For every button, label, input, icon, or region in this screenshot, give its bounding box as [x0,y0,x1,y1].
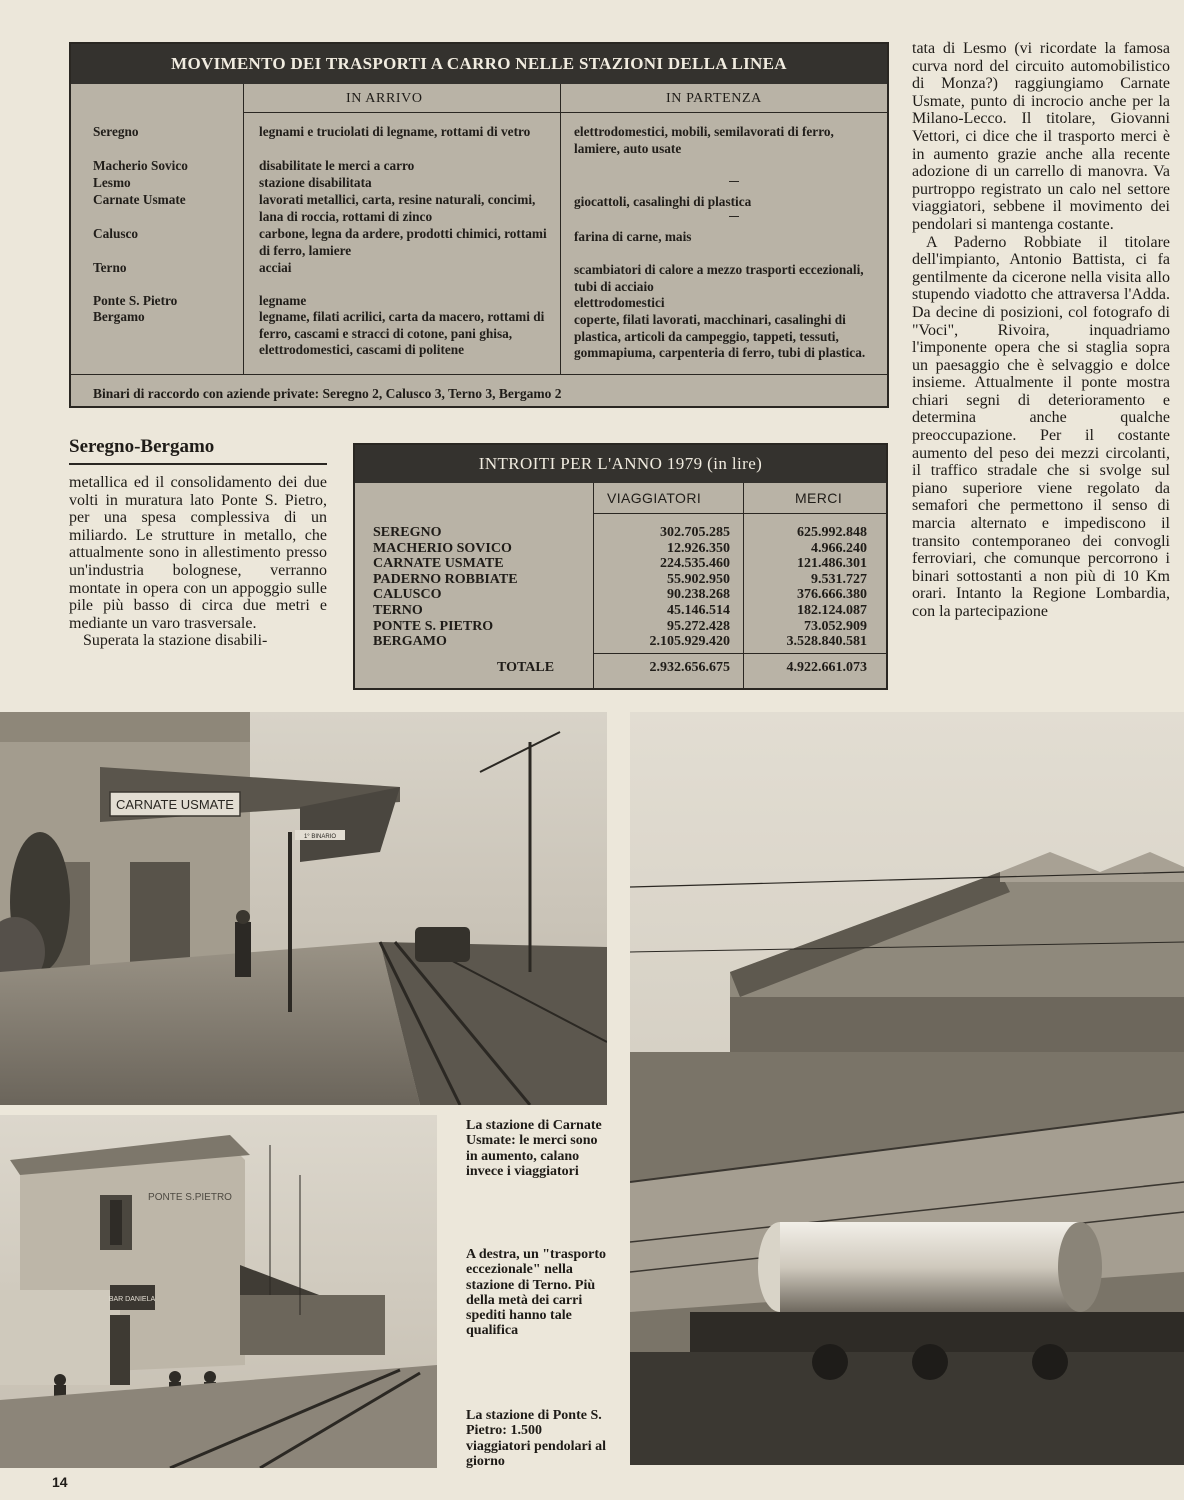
income-station: PADERNO ROBBIATE [373,571,518,587]
station-name: Bergamo [93,309,145,324]
article-paragraph: A Paderno Robbiate il titolare dell'impianto, Antonio Battista, ci fa gentilmente da cicerone nella visita allo stupendo viadotto che attraversa l'Adda. Da decine di posizioni, col fotografo di "Voci", Rivoira, inquadriamo l'imponente opera che si staglia sopra un paesaggio che è selvaggio e dolce insieme. Attualmente il ponte mostra chiari segni di deterioramento e determina anche qualche preoccupazione. Per il costante aumento del peso dei mezzi circolanti, il traffico stradale che si svolge sul piano superiore viene regolato da semafori che permettono il senso di marcia alternato e impediscono il transito contemporaneo dei convogli ferroviari, che comunque percorrono i binari sottostanti a non più di 10 Km orari. Intanto la Regione Lombardia, con la partecipazione [912,233,1170,620]
merci-value: 73.052.909 [804,618,867,634]
income-stations [373,525,588,650]
merci-value: 625.992.848 [797,525,867,540]
total-viaggiatori: 2.932.656.675 [649,660,730,675]
income-table [353,443,888,690]
income-station: CARNATE USMATE [373,556,504,572]
arrivo-cell: stazione disabilitata [259,175,372,190]
income-station: BERGAMO [373,634,447,650]
arrivo-cell: legnami e truciolati di legname, rottami di vetro [259,124,531,139]
arrivo-cell: lavorati metallici, carta, resine naturali, concimi, lana di roccia, rottami di zinco [259,192,536,224]
dash-mark [729,216,739,217]
viaggiatori-value: 95.272.428 [667,618,730,634]
dash-mark [729,181,739,182]
viaggiatori-value: 302.705.285 [660,525,730,540]
arrivo-cell: acciai [259,260,292,275]
table-divider [243,112,889,113]
transport-table-title: MOVIMENTO DEI TRASPORTI A CARRO NELLE STAZIONI DELLA LINEA [71,44,887,84]
merci-value: 182.124.087 [797,602,867,618]
income-station: CALUSCO [373,587,442,603]
merci-value: 4.966.240 [811,540,867,556]
photo-terno-transport [630,712,1184,1465]
article-left-column [69,474,327,650]
merci-value: 9.531.727 [811,571,867,587]
viaggiatori-value: 45.146.514 [667,602,730,618]
partenza-cell: farina di carne, mais [574,229,692,244]
partenza-cell: coperte, filati lavorati, macchinari, casalinghi di plastica, articoli da campeggio, tappeti, tessuti, gommapiuma, carpenteria di ferro, tubi di plastica. [574,312,866,360]
station-sign-text: CARNATE USMATE [116,797,234,812]
arrivo-cell: legname [259,293,307,308]
col-head-partenza: IN PARTENZA [666,91,762,106]
table-divider [593,653,888,654]
table-divider [71,374,887,375]
viaggiatori-value: 2.105.929.420 [649,634,730,650]
caption-terno: A destra, un "trasporto eccezionale" nella stazione di Terno. Più della metà dei carri spediti hanno tale qualifica [466,1247,606,1339]
station-name-text: PONTE S.PIETRO [148,1192,232,1203]
station-name: Seregno [93,124,139,139]
total-merci: 4.922.661.073 [786,660,867,675]
partenza-cell: elettrodomestici, mobili, semilavorati di ferro, lamiere, auto usate [574,124,834,156]
income-station: MACHERIO SOVICO [373,540,512,556]
article-paragraph: tata di Lesmo (vi ricordate la famosa curva nord del circuito automobilistico di Monza?) raggiungiamo Carnate Usmate, punto di incrocio anche per la Milano-Lecco. Il titolare, Giovanni Vettori, ci dice che il trasporto merci è in aumento grazie anche alla recente adozione di un carrello di manovra. Va purtroppo registrato un calo nel settore viaggiatori, sebbene il movimento dei pendolari si mantenga costante. [912,40,1170,233]
bar-sign-text: BAR DANIELA [108,1296,156,1303]
col-head-viaggiatori: VIAGGIATORI [607,490,702,506]
station-name: Terno [93,260,127,275]
sidings-note: Binari di raccordo con aziende private: Seregno 2, Calusco 3, Terno 3, Bergamo 2 [93,386,562,401]
col-head-merci: MERCI [795,490,843,506]
article-right-column [912,40,1170,621]
total-label: TOTALE [497,660,555,675]
photo-carnate-usmate [0,712,607,1105]
transport-movement-table [69,42,889,408]
merci-values [747,525,867,650]
page-number: 14 [52,1474,68,1490]
platform-sign-text: 1° BINARIO [303,834,337,840]
partenza-cell: scambiatori di calore a mezzo trasporti eccezionali, tubi di acciaio [574,262,864,294]
income-station: TERNO [373,602,423,618]
merci-value: 376.666.380 [797,587,867,603]
viaggiatori-value: 90.238.268 [667,587,730,603]
viaggiatori-values [595,525,730,650]
station-name: Calusco [93,226,139,241]
caption-carnate: La stazione di Carnate Usmate: le merci sono in aumento, calano invece i viaggiatori [466,1118,602,1179]
station-name: Ponte S. Pietro [93,293,178,308]
article-paragraph: metallica ed il consolidamento dei due volti in muratura lato Ponte S. Pietro, per una spesa complessiva di un miliardo. Le strutture in metallo, che attualmente sono in allestimento presso un'industria bolognese, verranno montate in opera con un appoggio sulle pile più basso di circa due metri e mediante un varo trasversale. [69,474,327,632]
table-divider [560,84,561,374]
col-head-arrivo: IN ARRIVO [346,91,423,106]
merci-value: 3.528.840.581 [786,634,867,650]
partenza-cell: elettrodomestici [574,295,665,310]
arrivo-cell: disabilitate le merci a carro [259,158,415,173]
income-station: SEREGNO [373,525,442,540]
partenza-cell: giocattoli, casalinghi di plastica [574,194,752,209]
station-name: Macherio Sovico [93,158,188,173]
section-title: Seregno-Bergamo [69,436,215,457]
income-table-title: INTROITI PER L'ANNO 1979 (in lire) [355,445,886,483]
merci-value: 121.486.301 [797,556,867,572]
station-name: Lesmo [93,175,131,190]
article-paragraph: Superata la stazione disabili- [83,632,268,650]
station-name: Carnate Usmate [93,192,186,207]
table-divider [243,84,244,374]
arrivo-cell: carbone, legna da ardere, prodotti chimici, rottami di ferro, lamiere [259,226,547,258]
table-divider [593,513,888,514]
income-station: PONTE S. PIETRO [373,618,494,634]
photo-ponte-san-pietro [0,1115,437,1468]
caption-ponte: La stazione di Ponte S. Pietro: 1.500 viaggiatori pendolari al giorno [466,1408,606,1469]
viaggiatori-value: 224.535.460 [660,556,730,572]
section-rule [69,463,327,465]
arrivo-cell: legname, filati acrilici, carta da macero, rottami di ferro, cascami e stracci di cotone, pani ghisa, elettrodomestici, cascami di politene [259,309,545,357]
viaggiatori-value: 55.902.950 [667,571,730,587]
viaggiatori-value: 12.926.350 [667,540,730,556]
